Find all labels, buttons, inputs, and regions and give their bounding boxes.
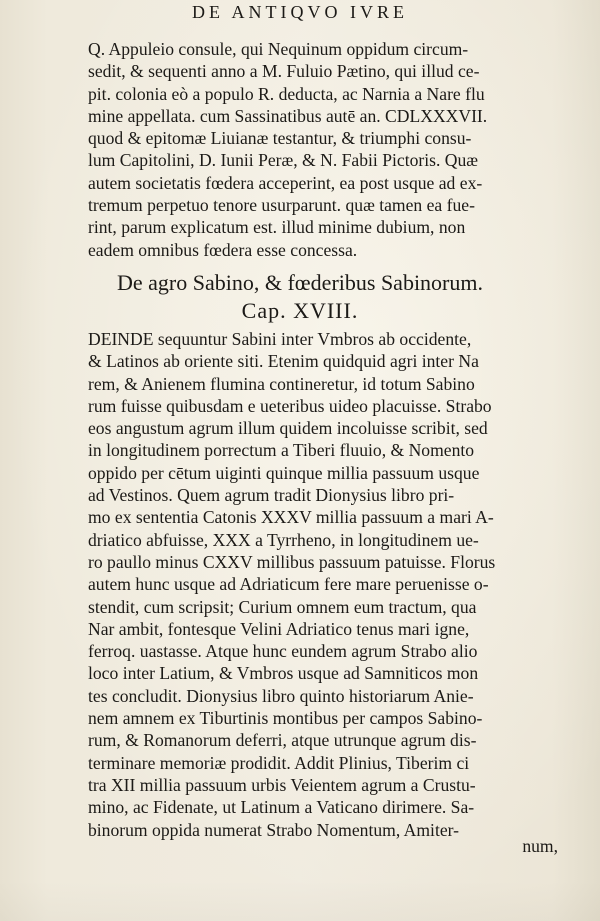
chapter-number: Cap. XVIII. [241, 298, 359, 323]
text-line: terminare memoriæ prodidit. Addit Plinius, Tiberim ci [88, 752, 470, 773]
text-line: autem societatis fœdera acceperint, ea post usque ad ex- [88, 172, 483, 193]
paragraph-1 [88, 38, 570, 261]
running-head: DE ANTIQVO IVRE [192, 2, 408, 22]
text-line: DEINDE sequuntur Sabini inter Vmbros ab occidente, [88, 329, 472, 349]
text-line: rum, & Romanorum deferri, atque utrunque agrum dis- [88, 730, 477, 751]
catchword: num, [522, 836, 558, 856]
page-margin [0, 881, 600, 921]
text-line: binorum oppida numerat Strabo Nomentum, Amiter- [88, 819, 460, 840]
text-line: ro paullo minus CXXV millibus passuum patuisse. Florus [88, 551, 496, 572]
text-line: Q. Appuleio consule, qui Nequinum oppidum circum- [88, 39, 469, 59]
text-line: rint, parum explicatum est. illud minime dubium, non [88, 217, 466, 238]
text-line: rum fuisse quibusdam e ueteribus uideo placuisse. Strabo [88, 395, 492, 416]
text-line: & Latinos ab oriente siti. Etenim quidquid agri inter Na [88, 351, 479, 372]
text-line: ferroq. uastasse. Atque hunc eundem agrum Strabo alio [88, 641, 478, 662]
text-line: lum Capitolini, D. Iunii Peræ, & N. Fabii Pictoris. Quæ [88, 150, 479, 171]
text-line: mo ex sententia Catonis XXXV millia passuum a mari A- [88, 507, 494, 528]
text-line: tra XII millia passuum urbis Veientem agrum a Crustu- [88, 774, 476, 795]
text-line: pit. colonia eò a populo R. deducta, ac Narnia a Nare flu [88, 83, 485, 104]
chapter-heading: De agro Sabino, & fœderibus Sabinorum. [117, 270, 483, 295]
text-line: stendit, cum scripsit; Curium omnem eum tractum, qua [88, 596, 477, 617]
text-line: tremum perpetuo tenore usurparunt. quæ tamen ea fue- [88, 195, 475, 216]
text-line: eadem omnibus fœdera esse concessa. [88, 239, 358, 260]
text-line: in longitudinem porrectum a Tiberi fluuio, & Nomento [88, 440, 475, 461]
text-line: ad Vestinos. Quem agrum tradit Dionysius libro pri- [88, 485, 455, 506]
text-line: autem hunc usque ad Adriaticum fere mare peruenisse o- [88, 574, 489, 595]
text-line: sedit, & sequenti anno a M. Fuluio Pætino, qui illud ce- [88, 61, 480, 82]
text-line: rem, & Anienem flumina contineretur, id totum Sabino [88, 373, 475, 394]
text-line: nem amnem ex Tiburtinis montibus per campos Sabino- [88, 708, 483, 729]
text-line: mino, ac Fidenate, ut Latinum a Vaticano dirimere. Sa- [88, 797, 475, 818]
text-line: Nar ambit, fontesque Velini Adriatico tenus mari igne, [88, 618, 470, 639]
paragraph-2 [88, 328, 570, 841]
text-line: quod & epitomæ Liuianæ testantur, & triumphi consu- [88, 128, 472, 149]
text-line: mine appellata. cum Sassinatibus autē an. CDLXXXVII. [88, 105, 488, 126]
text-line: driatico abfuisse, XXX a Tyrrheno, in longitudinem ue- [88, 529, 479, 550]
text-line: eos angustum agrum illum quidem incoluisse scribit, sed [88, 418, 488, 439]
text-line: tes concludit. Dionysius libro quinto historiarum Anie- [88, 685, 474, 706]
text-line: oppido per cētum uiginti quinque millia passuum usque [88, 462, 480, 483]
text-line: loco inter Latium, & Vmbros usque ad Samniticos mon [88, 663, 479, 684]
